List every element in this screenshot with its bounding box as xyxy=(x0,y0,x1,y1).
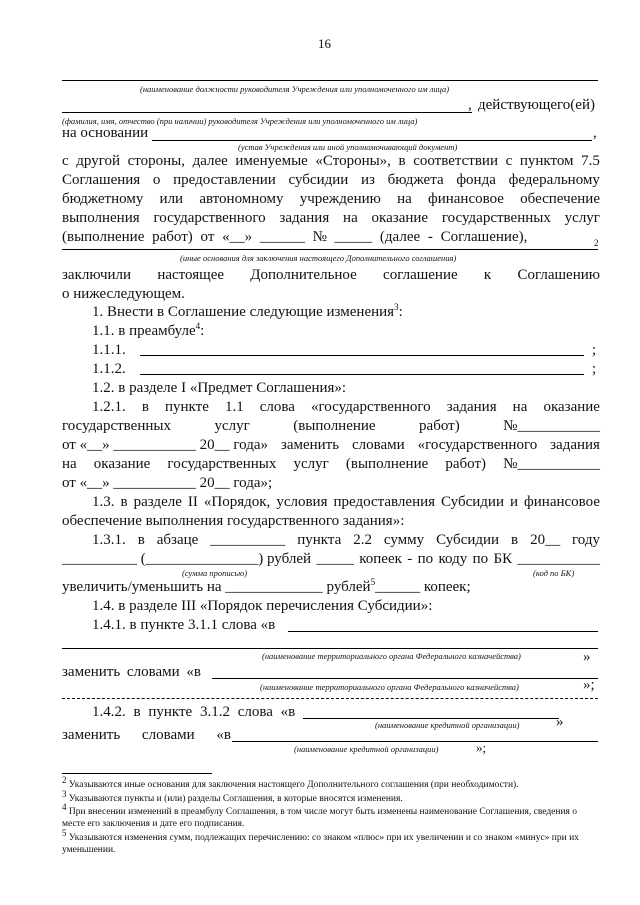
comma: , xyxy=(468,97,472,113)
word: фонда xyxy=(456,172,496,188)
credit-org-caption-1: (наименование кредитной организации) xyxy=(375,720,520,730)
word: задания xyxy=(279,210,330,226)
word: __________ xyxy=(210,532,286,548)
replace-words-2: заменить словами «в xyxy=(62,727,231,743)
word: финансовое xyxy=(427,191,504,207)
word: по xyxy=(417,551,434,567)
footnote-ref-2: 2 xyxy=(594,238,599,248)
word: из xyxy=(361,172,375,188)
item-1-3-1-l3 xyxy=(62,578,471,596)
footnote-3 xyxy=(62,788,600,805)
word: в xyxy=(137,532,145,548)
item-1-4-2: 1.4.2. в пункте 3.1.2 слова «в xyxy=(92,704,296,720)
item-1-2: 1.2. в разделе I «Предмет Соглашения»: xyxy=(92,380,347,396)
item-1-3-l2: обеспечение выполнения государственного задания»: xyxy=(62,513,405,529)
word: Соглашения xyxy=(62,172,141,188)
word: абзаце xyxy=(156,532,199,548)
paragraph-line xyxy=(62,455,600,473)
credit-org-caption-2: (наименование кредитной организации) xyxy=(294,744,439,754)
word: разделе xyxy=(133,494,182,510)
word: учреждению xyxy=(299,191,381,207)
paragraph-line xyxy=(92,531,600,549)
word: федеральному xyxy=(508,172,600,188)
word: и xyxy=(510,494,519,510)
word: Дополнительное xyxy=(250,267,357,283)
paragraph-line xyxy=(62,209,600,227)
word: словами xyxy=(351,437,405,453)
paragraph-line xyxy=(92,398,600,416)
item-1-4-1: 1.4.1. в пункте 3.1.1 слова «в xyxy=(92,617,276,633)
item-1-1-1-line[interactable] xyxy=(140,355,584,356)
word: государственных xyxy=(167,456,277,472)
word: услуг xyxy=(564,210,600,226)
other-grounds-caption: (иные основания для заключения настоящего Дополнительного соглашения) xyxy=(180,253,457,263)
bk-code-caption: (код по БК) xyxy=(533,568,575,578)
acting-text: действующего(ей) xyxy=(478,97,595,113)
word: соответствии xyxy=(413,153,498,169)
head-name-caption: (фамилия, имя, отчество (при наличии) руководителя Учреждения или уполномоченного им лица) xyxy=(62,116,418,126)
footnote-ref-5: 5 xyxy=(370,577,376,587)
page-number: 16 xyxy=(318,36,331,51)
word: №___________ xyxy=(503,456,600,472)
word: - xyxy=(407,551,413,567)
word: пункте xyxy=(165,399,209,415)
word: предоставления xyxy=(333,494,436,510)
word: бюджета xyxy=(387,172,444,188)
treasury-caption-2: (наименование территориального органа Федерального казначейства) xyxy=(260,682,519,692)
paragraph-line xyxy=(62,171,600,189)
word: заменить xyxy=(280,437,340,453)
credit-org-line-b[interactable] xyxy=(232,741,598,742)
word: II xyxy=(187,494,198,510)
footnote-text: Указываются иные основания для заключения настоящего Дополнительного соглашения (при необходимости). xyxy=(68,780,519,790)
word: выполнения xyxy=(62,210,140,226)
word: пункта xyxy=(297,532,342,548)
word: условия xyxy=(276,494,328,510)
word: «государственного xyxy=(417,437,538,453)
word: слова xyxy=(259,399,295,415)
word: автономному xyxy=(199,191,284,207)
treasury-line-d[interactable] xyxy=(62,698,598,699)
word: оказание xyxy=(543,399,600,415)
paragraph-line xyxy=(62,152,600,170)
word: по xyxy=(472,551,489,567)
word: 20__ xyxy=(530,532,561,548)
word: оказание xyxy=(371,210,429,226)
word: сумму xyxy=(383,532,425,548)
word: Соглашению xyxy=(517,267,600,283)
treasury-line-c[interactable] xyxy=(212,678,598,679)
word: в xyxy=(511,532,519,548)
word: государственного xyxy=(153,210,266,226)
word: пунктом xyxy=(519,153,574,169)
word: «Стороны», xyxy=(315,153,391,169)
paragraph-line xyxy=(62,417,600,435)
item-1-1-2-line[interactable] xyxy=(140,374,584,375)
kopecks-text: ______ копеек; xyxy=(375,579,471,595)
word: 2.2 xyxy=(353,532,372,548)
word: на xyxy=(343,210,358,226)
increase-decrease-text: увеличить/уменьшить на _____________ рублей xyxy=(62,579,371,595)
close-quote-semicolon: »; xyxy=(476,740,487,755)
word: услуг xyxy=(214,418,250,434)
agreement-ref: (выполнение работ) от «__» ______ № _____ (далее - Соглашение), xyxy=(62,229,528,245)
word: __________ (_______________) рублей xyxy=(62,551,312,567)
item-1-4: 1.4. в разделе III «Порядок перечисления Субсидии»: xyxy=(92,598,433,614)
word: задания xyxy=(446,399,497,415)
head-position-line[interactable] xyxy=(62,80,598,81)
word: на xyxy=(397,191,412,207)
word: 7.5 xyxy=(581,153,600,169)
word: соглашение xyxy=(383,267,458,283)
paragraph-line xyxy=(62,550,600,568)
word: 1.3. xyxy=(92,494,115,510)
word: другой xyxy=(76,153,121,169)
replace-words: заменить словами «в xyxy=(62,664,201,680)
word: (выполнение xyxy=(345,456,429,472)
word: именуемые xyxy=(235,153,308,169)
word: 1.3.1. xyxy=(92,532,126,548)
footnote-mark: 2 xyxy=(62,774,67,785)
charter-line[interactable] xyxy=(152,140,592,141)
word: Субсидии xyxy=(436,532,500,548)
comma: , xyxy=(593,125,597,141)
word: _____ xyxy=(316,551,354,567)
semicolon: ; xyxy=(592,342,597,358)
item-1: 1. Внести в Соглашение следующие изменения$^3$: xyxy=(92,302,403,320)
word: настоящее xyxy=(157,267,225,283)
word: далее xyxy=(192,153,228,169)
close-quote-semicolon: »; xyxy=(583,677,595,693)
word: к xyxy=(483,267,492,283)
word: от «__» ___________ 20__ года» xyxy=(62,437,268,453)
word: ___________ xyxy=(517,551,600,567)
item-1-1-2: 1.1.2. xyxy=(92,361,126,377)
word: работ) xyxy=(445,456,487,472)
word: предоставлении xyxy=(173,172,276,188)
footnote-4 xyxy=(62,801,600,830)
word: Субсидии xyxy=(441,494,504,510)
charter-caption: (устав Учреждения или иной уполномочивающий документ) xyxy=(238,142,458,152)
word: на xyxy=(512,399,528,415)
footnote-separator xyxy=(62,773,212,774)
footnote-5 xyxy=(62,827,600,856)
word: БК xyxy=(493,551,513,567)
word: в xyxy=(398,153,406,169)
word: с xyxy=(505,153,513,169)
item-1-1: 1.1. в преамбуле$^4$: xyxy=(92,321,205,339)
word: в xyxy=(120,494,128,510)
word: работ) xyxy=(419,418,460,434)
word: государственных xyxy=(62,418,171,434)
word: «Порядок, xyxy=(203,494,271,510)
word: с xyxy=(62,153,69,169)
word: (выполнение xyxy=(293,418,376,434)
word: о xyxy=(152,172,161,188)
footnote-ref-3: 3 xyxy=(394,302,399,312)
item-1-text: 1. Внести в Соглашение следующие изменения xyxy=(92,304,395,320)
word: заключили xyxy=(62,267,132,283)
word: бюджетному xyxy=(62,191,144,207)
word: «государственного xyxy=(311,399,431,415)
item-1-1-text: 1.1. в преамбуле xyxy=(92,323,196,339)
credit-org-line-a[interactable] xyxy=(303,718,559,719)
item-1-2-1-end: от «__» ___________ 20__ года»; xyxy=(62,475,273,491)
word: стороны, xyxy=(127,153,185,169)
word: в xyxy=(141,399,149,415)
on-basis-label: на основании xyxy=(62,125,149,141)
paragraph-line xyxy=(62,436,600,454)
close-quote: » xyxy=(583,649,591,665)
word: субсидии xyxy=(288,172,349,188)
head-position-caption: (наименование должности руководителя Учреждения или уполномоченного им лица) xyxy=(140,84,450,94)
word: №___________ xyxy=(503,418,600,434)
as-follows-text: о нижеследующем. xyxy=(62,286,185,302)
close-quote: » xyxy=(556,714,564,730)
word: финансовое xyxy=(524,494,600,510)
semicolon: ; xyxy=(592,361,597,377)
paragraph-line xyxy=(62,228,527,246)
footnote-mark: 3 xyxy=(62,788,67,799)
head-name-line[interactable] xyxy=(62,112,472,113)
other-grounds-line[interactable] xyxy=(62,249,598,250)
word: на xyxy=(62,456,77,472)
treasury-caption-1: (наименование территориального органа Федерального казначейства) xyxy=(262,651,521,661)
word: году xyxy=(572,532,600,548)
paragraph-line xyxy=(92,493,600,511)
paragraph-line xyxy=(62,266,600,284)
footnote-text: Указываются пункты и (или) разделы Соглашения, в которые вносятся изменения. xyxy=(68,794,403,804)
treasury-line-b[interactable] xyxy=(62,648,598,649)
word: копеек xyxy=(359,551,402,567)
item-1-1-1: 1.1.1. xyxy=(92,342,126,358)
footnote-text: При внесении изменений в преамбулу Соглашения, в том числе могут быть изменены наименование Соглашения, сведения о месте его заключения и дате его подписания. xyxy=(62,807,578,829)
word: задания xyxy=(550,437,600,453)
word: услуг xyxy=(293,456,329,472)
footnote-ref-4: 4 xyxy=(195,321,201,331)
sum-words-caption: (сумма прописью) xyxy=(182,568,248,578)
footnote-mark: 4 xyxy=(62,801,67,812)
word: 1.1 xyxy=(224,399,244,415)
word: государственных xyxy=(441,210,551,226)
footnote-2 xyxy=(62,774,600,791)
word: или xyxy=(159,191,184,207)
word: 1.2.1. xyxy=(92,399,126,415)
word: оказание xyxy=(93,456,151,472)
paragraph-line xyxy=(62,190,600,208)
word: коду xyxy=(438,551,468,567)
treasury-line-a[interactable] xyxy=(288,631,598,632)
word: обеспечение xyxy=(520,191,600,207)
footnote-text: Указываются изменения сумм, подлежащих перечислению: со знаком «плюс» при их увеличении и со знаком «минус» при их уменьшении. xyxy=(62,833,579,855)
footnote-mark: 5 xyxy=(62,827,67,838)
